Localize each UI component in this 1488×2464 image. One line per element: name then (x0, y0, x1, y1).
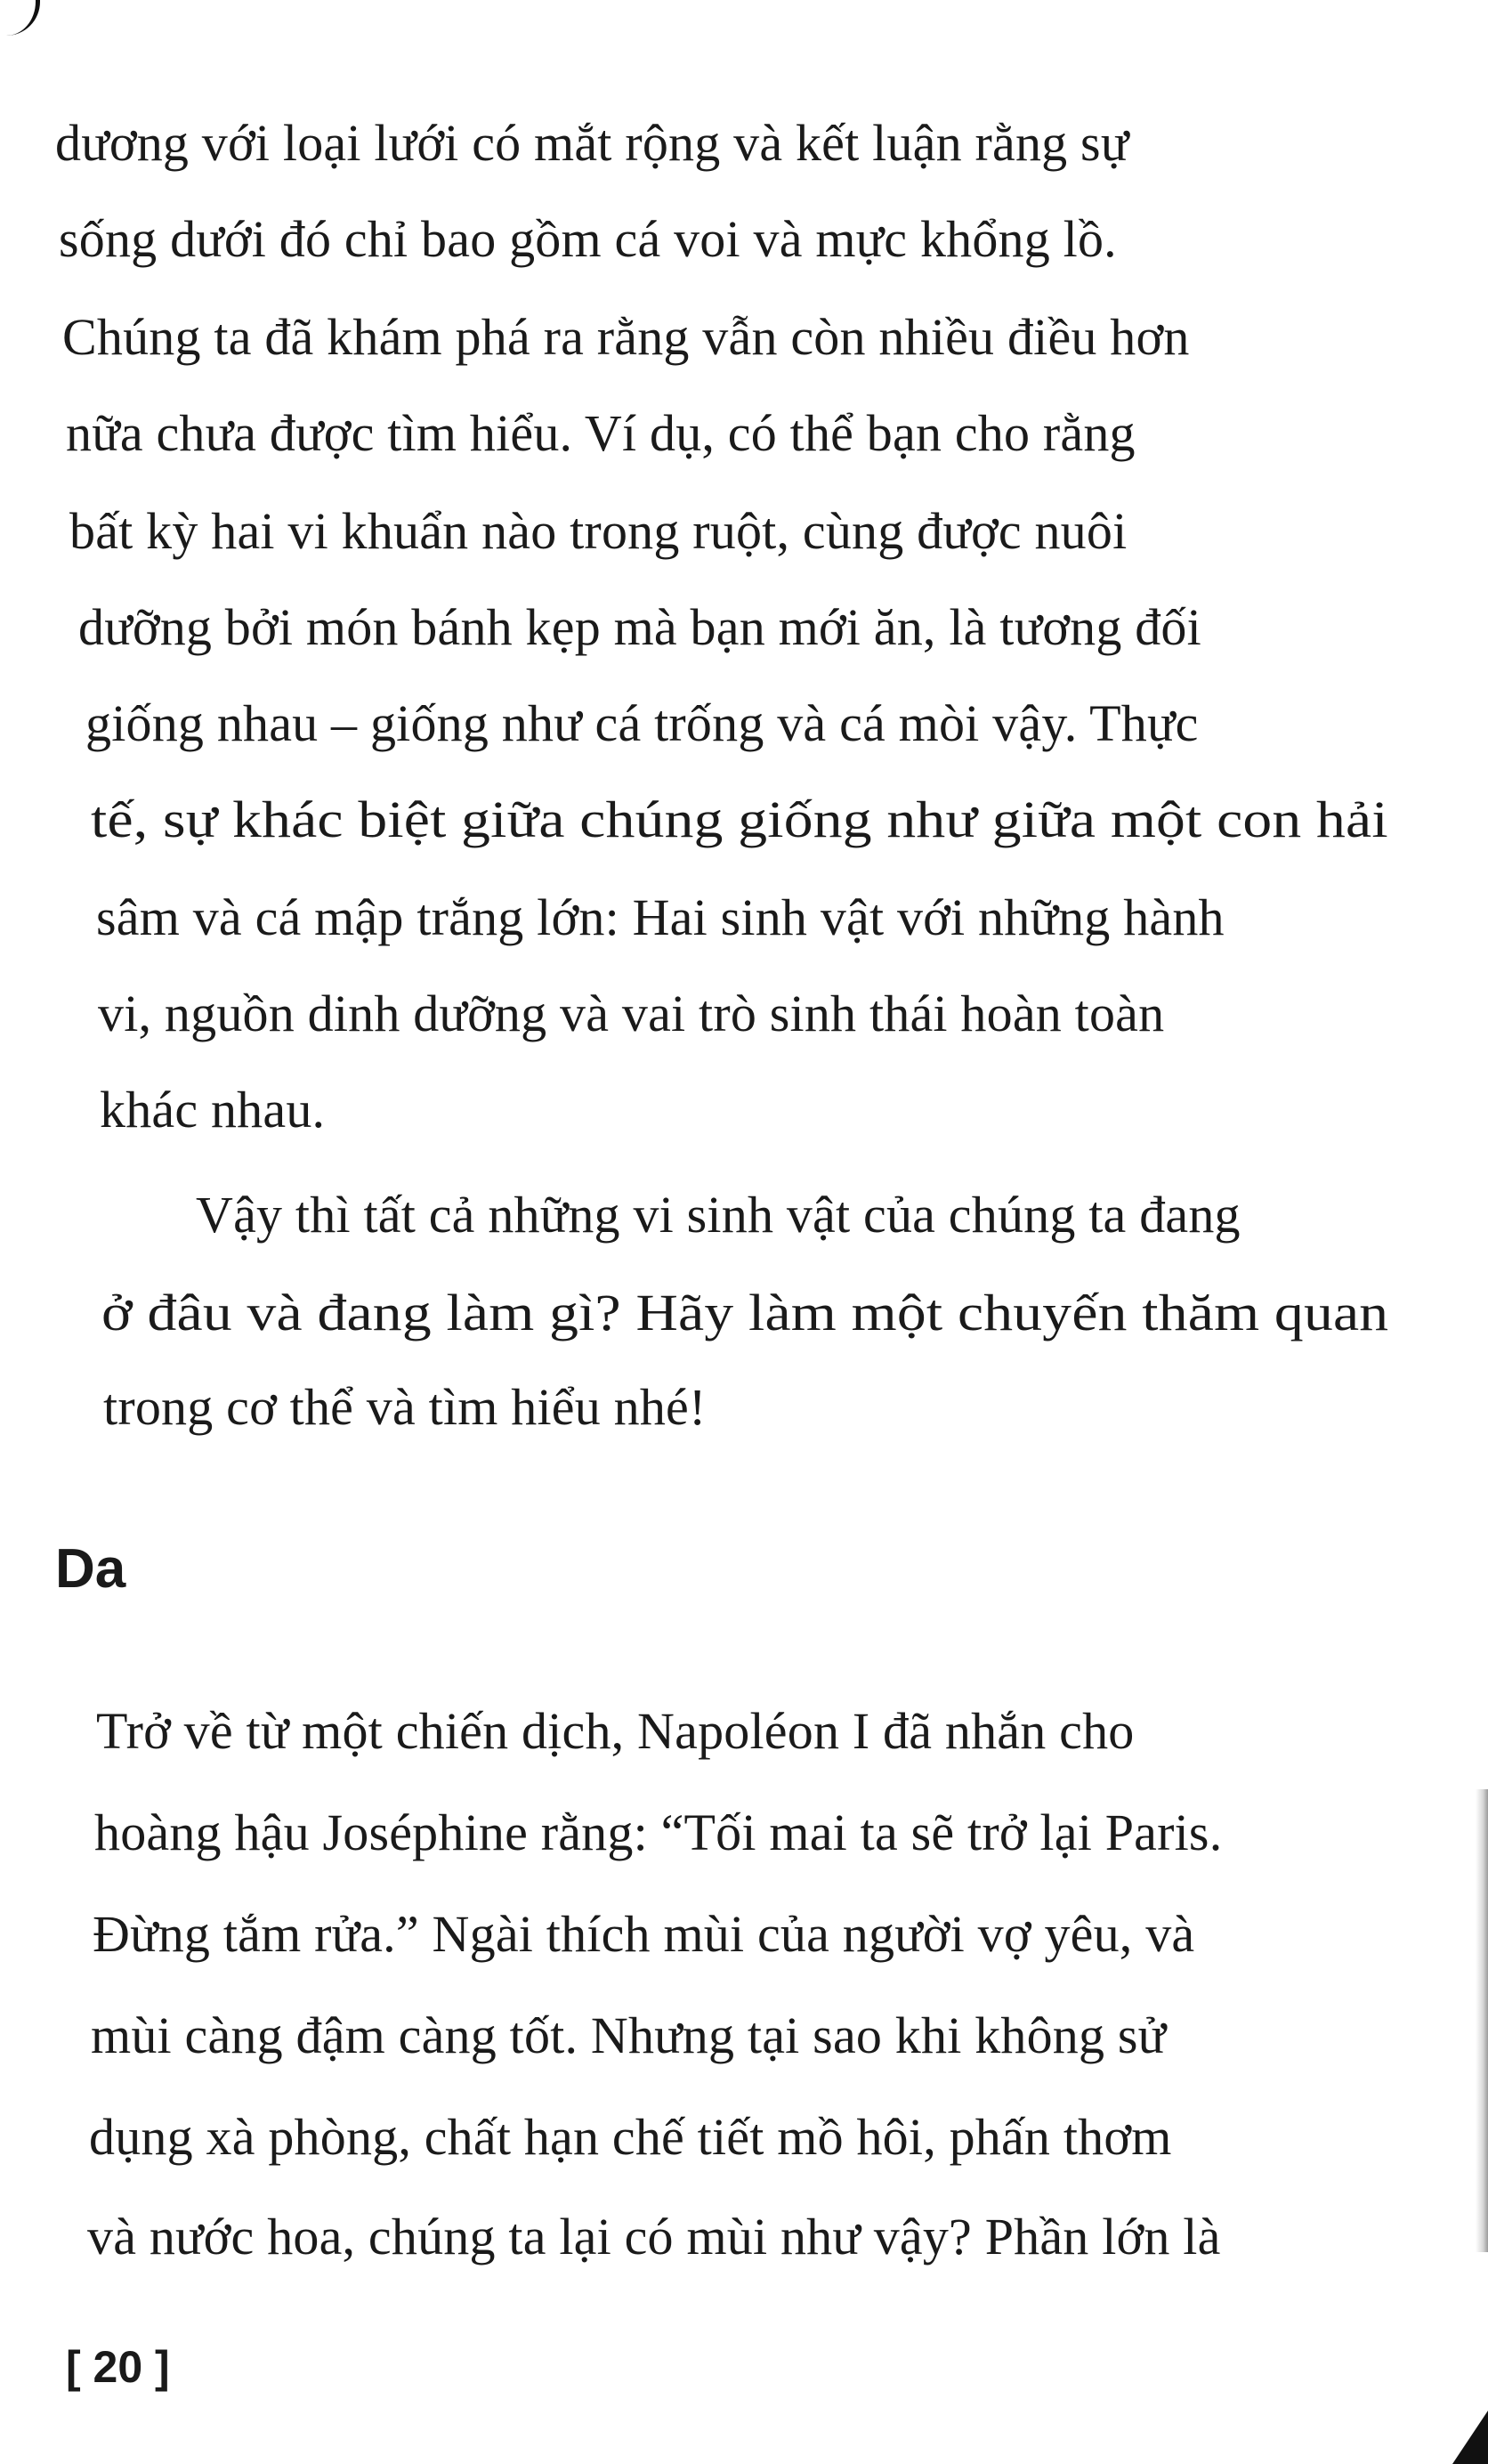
section-heading: Da (55, 1538, 126, 1600)
text-line: hoàng hậu Joséphine rằng: “Tối mai ta sẽ trở lại Paris. (94, 1803, 1223, 1861)
text-line: nữa chưa được tìm hiểu. Ví dụ, có thể bạn cho rằng (66, 404, 1136, 462)
text-line: dụng xà phòng, chất hạn chế tiết mồ hôi, phấn thơm (89, 2108, 1172, 2166)
page-corner-dark (1452, 2411, 1488, 2464)
text-line: trong cơ thể và tìm hiểu nhé! (103, 1378, 707, 1436)
text-line: tế, sự khác biệt giữa chúng giống như giữa một con hải (91, 790, 1388, 848)
text-line: giống nhau – giống như cá trống và cá mòi vậy. Thực (85, 694, 1199, 752)
text-line: bất kỳ hai vi khuẩn nào trong ruột, cùng được nuôi (69, 502, 1128, 560)
text-line: sâm và cá mập trắng lớn: Hai sinh vật với những hành (96, 888, 1225, 946)
page-corner-edge (0, 0, 40, 36)
text-line: và nước hoa, chúng ta lại có mùi như vậy? Phần lớn là (87, 2208, 1221, 2265)
text-line: vi, nguồn dinh dưỡng và vai trò sinh thái hoàn toàn (98, 985, 1165, 1042)
text-line: dương với loại lưới có mắt rộng và kết luận rằng sự (55, 114, 1129, 172)
text-line: Chúng ta đã khám phá ra rằng vẫn còn nhiều điều hơn (62, 308, 1190, 366)
text-line: ở đâu và đang làm gì? Hãy làm một chuyến thăm quan (101, 1284, 1389, 1341)
text-line: mùi càng đậm càng tốt. Nhưng tại sao khi không sử (91, 2006, 1167, 2064)
text-line: dưỡng bởi món bánh kẹp mà bạn mới ăn, là tương đối (78, 598, 1201, 656)
text-line: khác nhau. (100, 1081, 326, 1139)
text-line: Vậy thì tất cả những vi sinh vật của chúng ta đang (196, 1186, 1241, 1244)
page-edge-shadow (1476, 1789, 1488, 2252)
text-line: sống dưới đó chỉ bao gồm cá voi và mực khổng lồ. (59, 210, 1117, 268)
page-number: [ 20 ] (66, 2342, 170, 2392)
text-line: Đừng tắm rửa.” Ngài thích mùi của người vợ yêu, và (93, 1905, 1195, 1963)
text-line: Trở về từ một chiến dịch, Napoléon I đã nhắn cho (96, 1702, 1135, 1760)
